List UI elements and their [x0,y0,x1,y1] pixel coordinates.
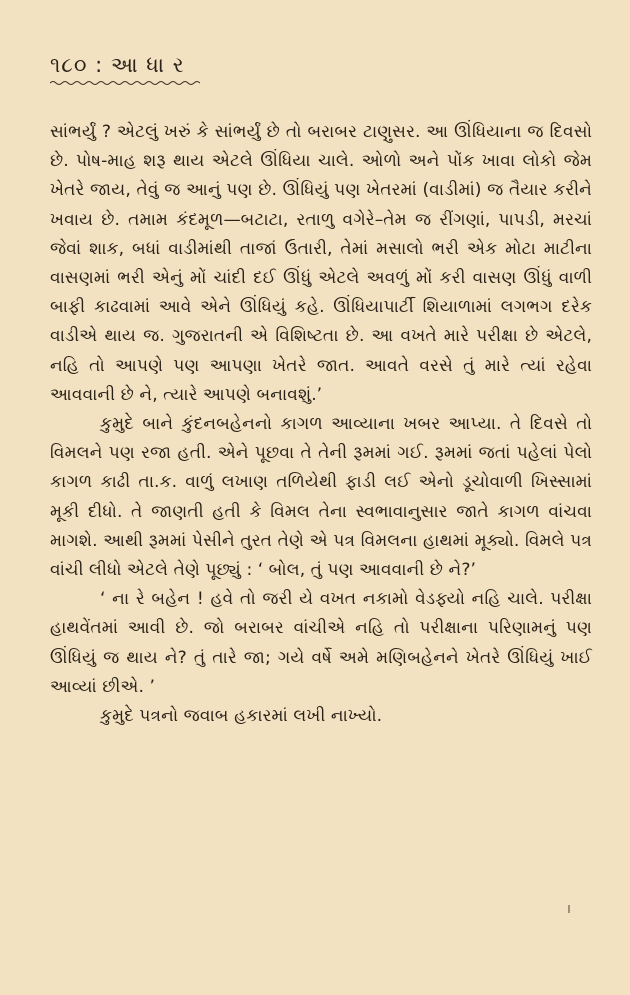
paragraph-3: ‘ ના રે બહેન ! હવે તો જરી યે વખત નકામો વેડફ્યો નહિ ચાલે. પરીક્ષા હાથવેંતમાં આવી છે. જો બરાબર વાંચીએ નહિ તો પરીક્ષાના પરિણામનું પણ ઊંધિયું જ થાય ને? તું તારે જા; ગયે વર્ષે અમે મણિબહેનને ખેતરે ઊંધિયું ખાઈ આવ્યાં છીએ. ’ [50,589,592,697]
paragraph-2: કુમુદે બાને કુંદનબહેનનો કાગળ આવ્યાના ખબર આપ્યા. તે દિવસે તો વિમલને પણ રજા હતી. એને પૂછવા તે તેની રૂમમાં ગઈ. રૂમમાં જતાં પહેલાં પેલો કાગળ કાઢી તા.ક. વાળું લખાણ તળિયેથી ફાડી લઈ એનો ડૂચોવાળી ખિસ્સામાં મૂકી દીધો. તે જાણતી હતી કે વિમલ તેના સ્વભાવાનુસાર જાતે કાગળ વાંચવા માગશે. આથી રૂમમાં પેસીને તુરત તેણે એ પત્ર વિમલના હાથમાં મૂક્યો. વિમલે પત્ર વાંચી લીધો એટલે તેણે પૂછ્યું : ‘ બોલ, તું પણ આવવાની છે ને?’ [50,414,592,581]
page-margin-mark [568,905,570,913]
running-head-wavy-rule [50,80,200,86]
body-text [50,118,592,731]
paragraph-4: કુમુદે પત્રનો જવાબ હકારમાં લખી નાખ્યો. [100,706,383,727]
running-head: ૧૮૦ : આ ધા ર [50,53,185,77]
paragraph-1: સાંભર્યું ? એટલું ખરું કે સાંભર્યું છે તો બરાબર ટાણુસર. આ ઊંધિયાના જ દિવસો છે. પોષ-માહ શરૂ થાય એટલે ઊંધિયા ચાલે. ઓળો અને પોંક ખાવા લોકો જેમ ખેતરે જાય, તેવું જ આનું પણ છે. ઊંધિયું પણ ખેતરમાં (વાડીમાં) જ તૈયાર કરીને ખવાય છે. તમામ કંદમૂળ—બટાટા, રતાળુ વગેરે–તેમ જ રીંગણાં, પાપડી, મરચાં જેવાં શાક, બધાં વાડીમાંથી તાજાં ઉતારી, તેમાં મસાલો ભરી એક મોટા માટીના વાસણમાં ભરી એનું મોં ચાંદી દઈ ઊંધું એટલે અવળું મોં કરી વાસણ ઊંધું વાળી બાફી કાઢવામાં આવે એને ઊંધિયું કહે. ઊંધિયાપાર્ટી શિયાળામાં લગભગ દરેક વાડીએ થાય જ. ગુજરાતની એ વિશિષ્ટતા છે. આ વખતે મારે પરીક્ષા છે એટલે, નહિ તો આપણે પણ આપણા ખેતરે જાત. આવતે વરસે તું મારે ત્યાં રહેવા આવવાની છે ને, ત્યારે આપણે બનાવશું.’ [50,122,592,405]
